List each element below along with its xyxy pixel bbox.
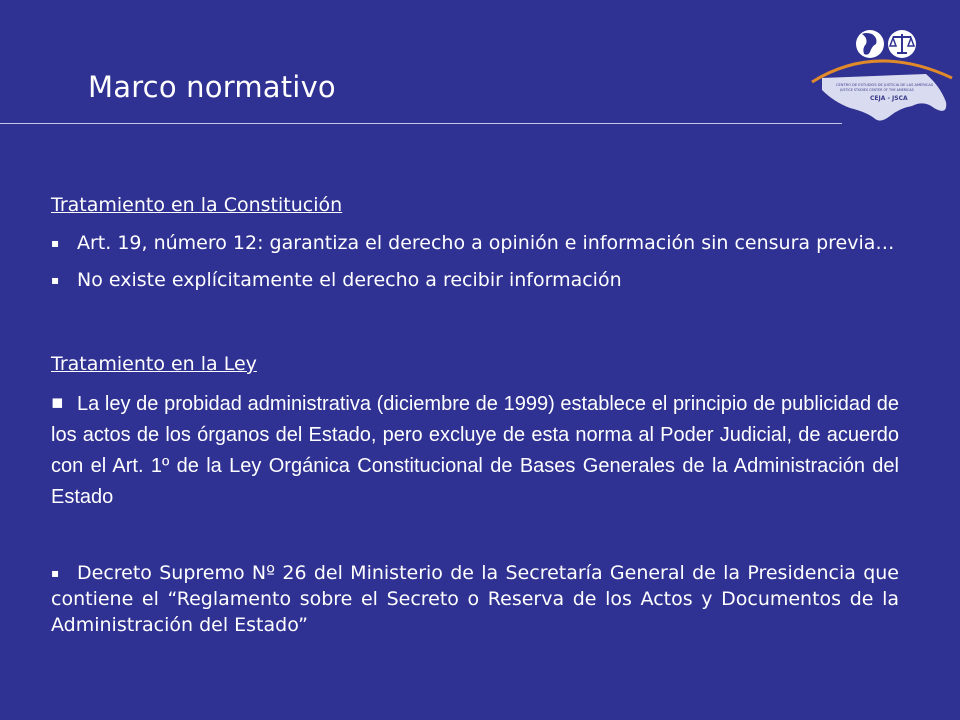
scales-icon — [888, 30, 916, 58]
slide-content — [51, 192, 899, 638]
slide-title: Marco normativo — [88, 70, 336, 104]
title-divider — [0, 123, 842, 124]
logo-acronym: CEJA - JSCA — [870, 95, 908, 102]
globe-icon — [856, 30, 884, 58]
square-bullet-icon: ▪ — [51, 273, 60, 287]
section-heading-law: Tratamiento en la Ley — [51, 353, 257, 375]
bullet-item: ▪ Decreto Supremo Nº 26 del Ministerio de la Secretaría General de la Presidencia que contiene el “Reglamento sobre el Secreto o Reserva de los Actos y Documentos de la Administración del Estado” — [51, 562, 899, 636]
logo-line1: CENTRO DE ESTUDIOS DE JUSTICIA DE LAS AMÉRICAS — [836, 83, 934, 87]
logo-line2: JUSTICE STUDIES CENTER OF THE AMERICAS — [840, 88, 914, 92]
square-bullet-icon: ▪ — [51, 236, 60, 250]
bullet-item: ▪ No existe explícitamente el derecho a recibir información — [51, 269, 622, 291]
bullet-item: ▪ Art. 19, número 12: garantiza el derecho a opinión e información sin censura previa… — [51, 232, 895, 254]
bullet-item: ▪ La ley de probidad administrativa (diciembre de 1999) establece el principio de publicidad de los actos de los órganos del Estado, pero excluye de esta norma al Poder Judicial, de acuerdo con el Art. 1º de la Ley Orgánica Constitucional de Bases Generales de la Administración del Estado — [51, 387, 899, 513]
section-heading-constitution: Tratamiento en la Constitución — [51, 194, 343, 216]
square-bullet-icon: ▪ — [51, 391, 64, 413]
square-bullet-icon: ▪ — [51, 566, 60, 580]
ceja-logo — [806, 20, 956, 135]
